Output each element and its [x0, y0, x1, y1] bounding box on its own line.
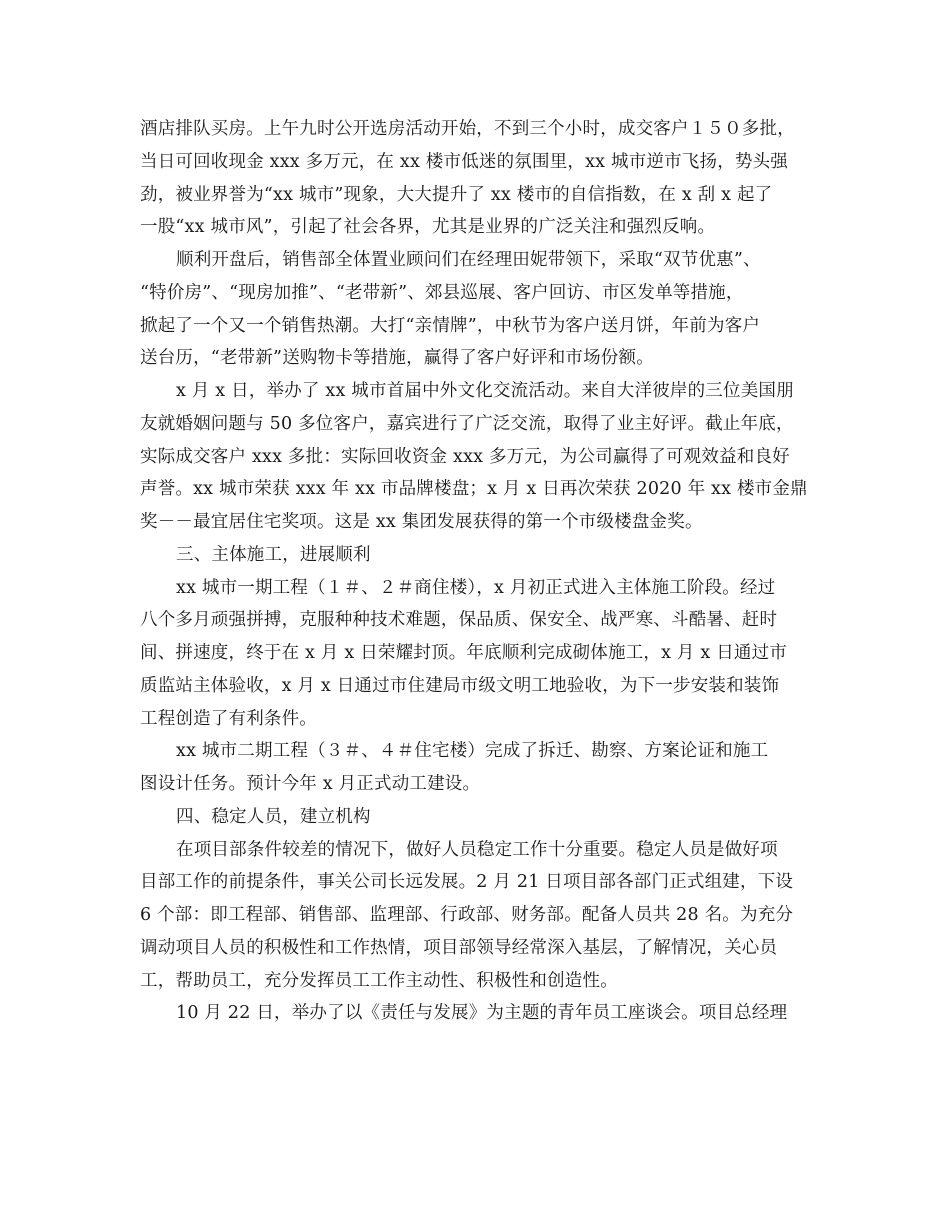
text-line: 6 个部：即工程部、销售部、监理部、行政部、财务部。配备人员共 28 名。为充分 — [140, 905, 794, 925]
text-line: 一股“xx 城市风”，引起了社会各界，尤其是业界的广泛关注和强烈反响。 — [140, 217, 716, 238]
text-line: 奖－－最宜居住宅奖项。这是 xx 集团发展获得的第一个市级楼盘金奖。 — [140, 512, 703, 532]
text-line: 质监站主体验收，x 月 x 日通过市住建局市级文明工地验收，为下一步安装和装饰 — [140, 675, 780, 696]
text-line: 声誉。xx 城市荣获 xxx 年 xx 市品牌楼盘；x 月 x 日再次荣获 2020 年 xx 楼市金鼎 — [140, 479, 808, 500]
text-line: 调动项目人员的积极性和工作热情，项目部领导经常深入基层，了解情况，关心员 — [140, 937, 778, 958]
document-body — [140, 113, 825, 1030]
text-line: “特价房”、“现房加推”、“老带新”、郊县巡展、客户回访、市区发单等措施， — [140, 282, 744, 303]
text-line: 工程创造了有利条件。 — [140, 708, 317, 729]
text-line: 酒店排队买房。上午九时公开选房活动开始，不到三个小时，成交客户１５０多批， — [140, 119, 795, 139]
text-line: 10 月 22 日，举办了以《责任与发展》为主题的青年员工座谈会。项目总经理 — [176, 1003, 788, 1024]
text-line: 掀起了一个又一个销售热潮。大打“亲情牌”，中秋节为客户送月饼，年前为客户 — [140, 315, 761, 336]
text-line: 目部工作的前提条件，事关公司长远发展。2 月 21 日项目部各部门正式组建，下设 — [140, 872, 794, 893]
text-line: 四、稳定人员，建立机构 — [176, 806, 371, 827]
text-line: 当日可回收现金 xxx 多万元，在 xx 楼市低迷的氛围里，xx 城市逆市飞扬，势头强 — [140, 151, 788, 172]
text-line: 三、主体施工，进展顺利 — [176, 544, 371, 565]
text-line: xx 城市二期工程（３＃、４＃住宅楼）完成了拆迁、勘察、方案论证和施工 — [176, 741, 769, 762]
text-line: 送台历，“老带新”送购物卡等措施，赢得了客户好评和市场份额。 — [140, 348, 654, 369]
text-line: 友就婚姻问题与 50 多位客户，嘉宾进行了广泛交流，取得了业主好评。截止年底， — [140, 413, 794, 434]
text-line: 图设计任务。预计今年 x 月正式动工建设。 — [140, 774, 481, 794]
text-line: 工，帮助员工，充分发挥员工工作主动性、积极性和创造性。 — [140, 970, 618, 991]
text-line: 间、拼速度，终于在 x 月 x 日荣耀封顶。年底顺利完成砌体施工，x 月 x 日通过市 — [140, 643, 788, 663]
text-line: 顺利开盘后，销售部全体置业顾问们在经理田妮带领下，采取“双节优惠”、 — [176, 250, 761, 270]
text-line: x 月 x 日，举办了 xx 城市首届中外文化交流活动。来自大洋彼岸的三位美国朋 — [176, 381, 794, 401]
text-line: 在项目部条件较差的情况下，做好人员稳定工作十分重要。稳定人员是做好项 — [176, 839, 778, 860]
text-line: 八个多月顽强拼搏，克服种种技术难题，保品质、保安全、战严寒、斗酷暑、赶时 — [140, 610, 778, 631]
text-line: 实际成交客户 xxx 多批：实际回收资金 xxx 多万元，为公司赢得了可观效益和良好 — [140, 446, 790, 467]
text-line: xx 城市一期工程（１＃、２＃商住楼），x 月初正式进入主体施工阶段。经过 — [176, 577, 776, 598]
text-line: 劲，被业界誉为“xx 城市”现象，大大提升了 xx 楼市的自信指数，在 x 刮 x 起了 — [140, 184, 773, 205]
